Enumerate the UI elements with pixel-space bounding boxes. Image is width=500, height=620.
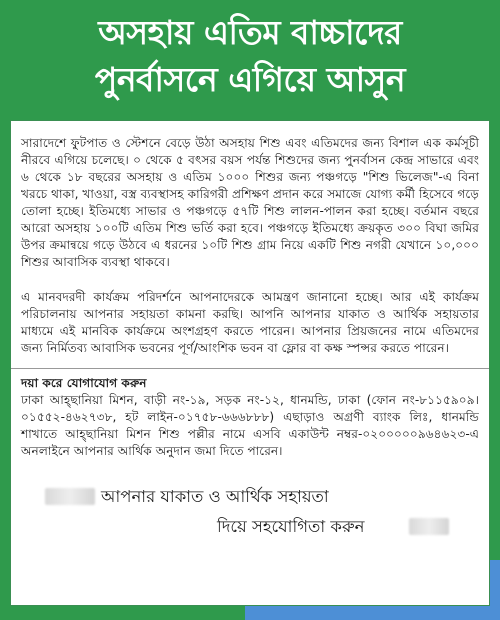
appeal-paragraph: এ মানবদরদী কার্যক্রম পরিদর্শনে আপনাদেরকে আমন্ত্রণ জানানো হচ্ছে। আর এই কার্যক্রম পরিচালনায় আপনার সহায়তা কামনা করছি। আপনি আপনার যাকাত ও আর্থিক সহায়তার মাধ্যমে এই মানবিক কার্যক্রমে অংশগ্রহণ করতে পারেন। আপনার প্রিয়জনের নামে এতিমদের জন্য নির্মিতব্য আবাসিক ভবনের পূর্ণ/আংশিক ভবন বা ফ্লোর বা কক্ষ স্পন্সর করতে পারেন।	[21, 290, 479, 355]
blurred-mark-right	[409, 518, 449, 535]
contact-title: দয়া করে যোগাযোগ করুন	[21, 376, 147, 390]
headline	[4, 4, 496, 120]
headline-line-1: অসহায় এতিম বাচ্চাদের	[98, 13, 402, 52]
headline-line-2: পুনর্বাসনে এগিয়ে আসুন	[94, 60, 406, 99]
footer-line-2: দিয়ে সহযোগিতা করুন	[217, 517, 365, 536]
footer-callout	[21, 486, 479, 546]
content-card	[10, 120, 490, 606]
intro-paragraph: সারাদেশে ফুটপাত ও স্টেশনে বেড়ে উঠা অসহায় শিশু এবং এতিমদের জন্য বিশাল এক কর্মসূচী নীরবে এগিয়ে চলেছে। ০ থেকে ৫ বৎসর বয়স পর্যন্ত শিশুদের জন্য পুনর্বাসন কেন্দ্র সাভারে এবং ৬ থেকে ১৮ বছরের অসহায় ও এতিম ১০০০ শিশুর জন্য পঞ্চগড়ে "শিশু ভিলেজ"-এ বিনা খরচে থাকা, খাওয়া, বস্ত্র ব্যবস্থাসহ কারিগরী প্রশিক্ষণ প্রদান করে সমাজে যোগ্য কর্মী হিসেবে গড়ে তোলা হচ্ছে। ইতিমধ্যে সাভার ও পঞ্চগড়ে ৫৭টি শিশু লালন-পালন করা হচ্ছে। বর্তমান বছরে আরো অসহায় ১০০টি এতিম শিশু ভর্তি করা হবে। পঞ্চগড়ে ইতিমধ্যে ক্রয়কৃত ৩০০ বিঘা জমির উপর ক্রমান্বয়ে গড়ে উঠবে এ ধরনের ১০টি শিশু গ্রাম নিয়ে একটি শিশু নগরী যেখানে ১০,০০০ শিশুর আবাসিক ব্যবস্থা থাকবে।	[21, 136, 479, 269]
footer-line-1: আপনার যাকাত ও আর্থিক সহায়তা	[101, 487, 329, 506]
divider	[11, 368, 489, 369]
contact-details: ঢাকা আহ্ছানিয়া মিশন, বাড়ী নং-১৯, সড়ক নং-১২, ধানমন্ডি, ঢাকা (ফোন নং-৮১১৫৯০৯। ০১৫৫২-৪৬২৭৩৮, হট লাইন-০১৭৫৮-৬৬৬৮৮৮) এছাড়াও অগ্রণী ব্যাংক লিঃ, ধানমন্ডি শাখাতে আহ্ছানিয়া মিশন শিশু পল্লীর নামে এসবি একাউন্ট নম্বর-০২০০০০০৯৬৪৬২৩-এ অনলাইনে আপনার আর্থিক অনুদান জমা দিতে পারেন।	[21, 393, 479, 458]
blurred-mark-left	[45, 488, 95, 505]
